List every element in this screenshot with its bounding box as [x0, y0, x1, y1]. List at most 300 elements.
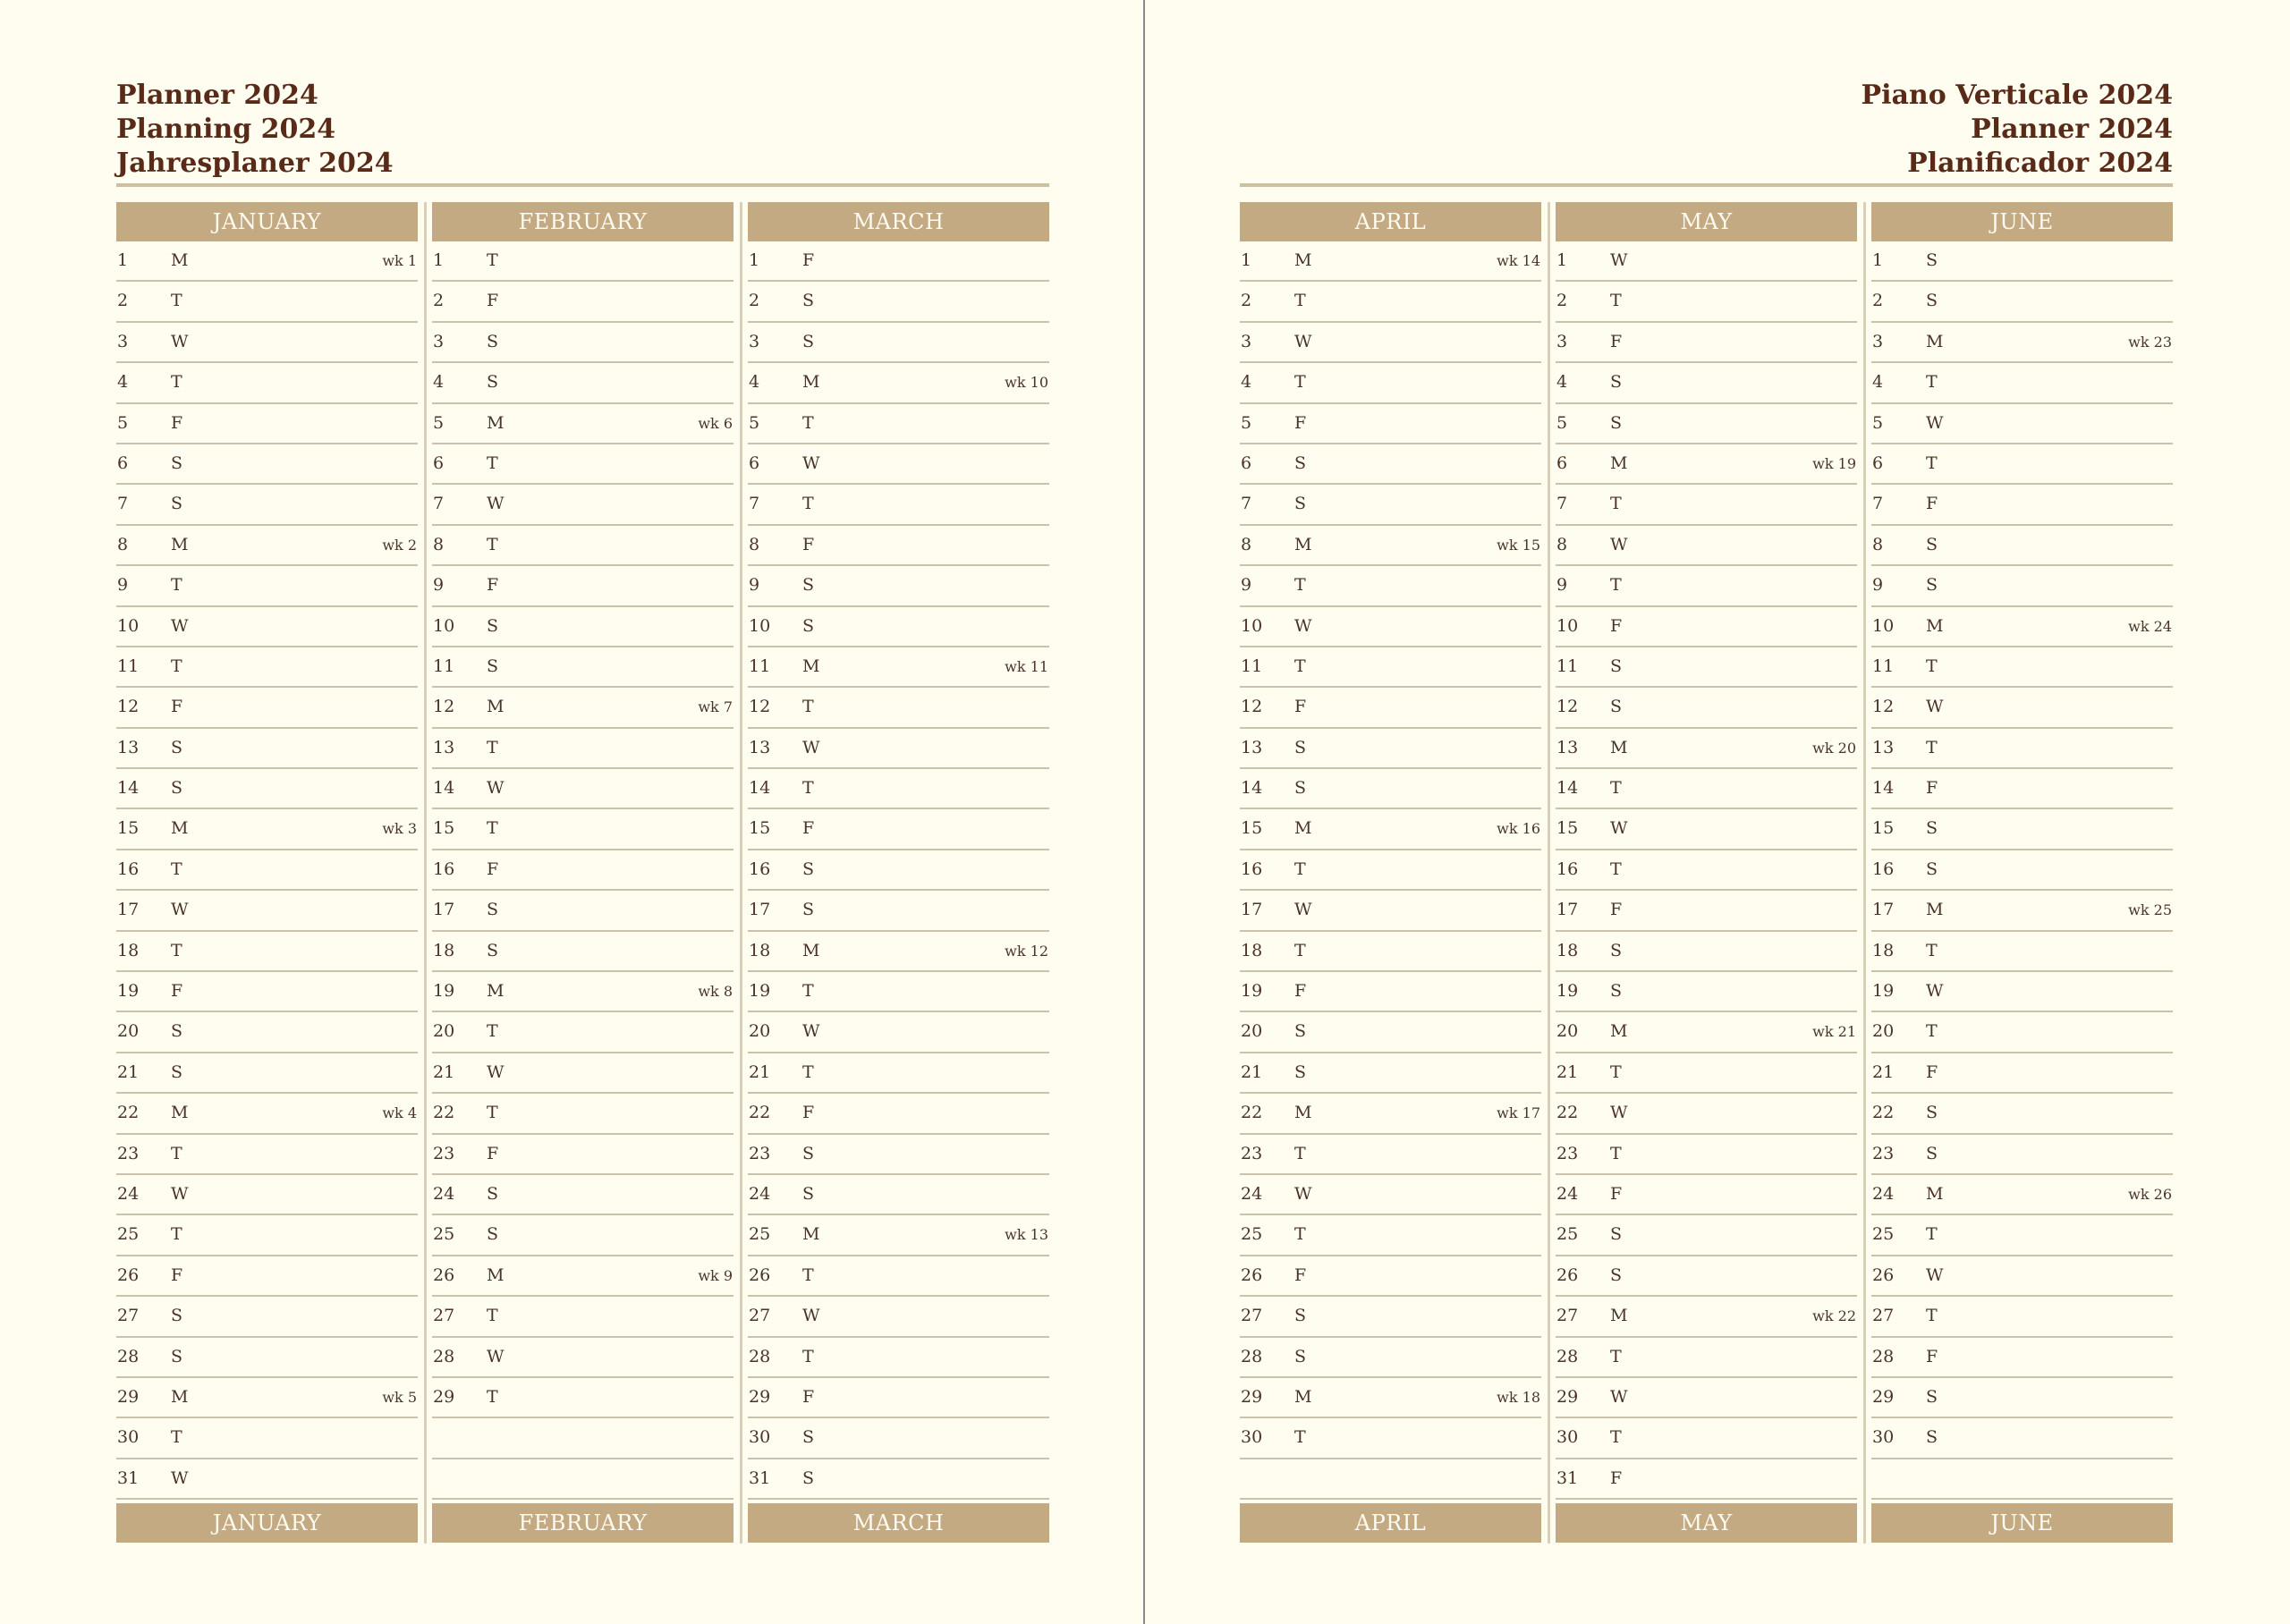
day-number: 29: [749, 1386, 771, 1407]
day-row: [1556, 526, 1857, 566]
weekday-letter: M: [1294, 1103, 1312, 1123]
day-number: 1: [117, 250, 129, 270]
weekday-letter: S: [802, 615, 815, 636]
day-number: 18: [117, 940, 140, 960]
weekday-letter: M: [1610, 1021, 1628, 1042]
day-number: 17: [433, 900, 455, 920]
day-number: 22: [1241, 1103, 1263, 1123]
day-number: 9: [1556, 575, 1568, 596]
weekday-letter: T: [1610, 1346, 1622, 1366]
weekday-letter: T: [1610, 1427, 1622, 1448]
day-number: 14: [433, 778, 455, 799]
day-row: [1871, 891, 2173, 931]
day-row: [1556, 932, 1857, 972]
week-number: wk 14: [1497, 252, 1540, 269]
day-row: [748, 932, 1049, 972]
week-number: wk 11: [1005, 657, 1048, 675]
day-row: [116, 241, 418, 282]
day-number: 2: [1872, 291, 1884, 311]
day-row: [432, 688, 734, 728]
weekday-letter: S: [1926, 250, 1938, 270]
day-row: [748, 1338, 1049, 1378]
day-number: 27: [1556, 1306, 1579, 1326]
left-title-2: Planning 2024: [116, 114, 336, 145]
day-number: 18: [1556, 940, 1579, 960]
weekday-letter: F: [1610, 900, 1623, 920]
weekday-letter: F: [171, 1265, 183, 1285]
week-number: wk 12: [1005, 942, 1048, 960]
weekday-letter: T: [487, 250, 498, 270]
weekday-letter: F: [1294, 412, 1307, 433]
day-number: 15: [749, 818, 771, 839]
day-number: 18: [1872, 940, 1895, 960]
weekday-letter: S: [802, 859, 815, 879]
week-number: wk 2: [382, 536, 417, 554]
week-number: wk 23: [2128, 333, 2172, 351]
week-number: wk 20: [1812, 739, 1856, 757]
day-row: [1871, 1338, 2173, 1378]
day-row: [1871, 1256, 2173, 1297]
day-row: [1871, 323, 2173, 363]
month-footer: JUNE: [1871, 1503, 2173, 1543]
day-number: 21: [749, 1062, 771, 1082]
day-number: 4: [433, 372, 445, 393]
day-number: 9: [1241, 575, 1252, 596]
day-row: [116, 1459, 418, 1500]
day-row: [1871, 526, 2173, 566]
day-number: 7: [1872, 494, 1884, 514]
weekday-letter: W: [1610, 534, 1628, 554]
day-row: [1871, 607, 2173, 647]
day-number: 27: [749, 1306, 771, 1326]
weekday-letter: T: [802, 412, 814, 433]
day-number: 8: [1556, 534, 1568, 554]
week-number: wk 22: [1812, 1307, 1856, 1325]
month-column-april: [1240, 202, 1541, 1544]
day-row: [748, 1012, 1049, 1053]
right-title-3: Planificador 2024: [1907, 148, 2173, 179]
week-number: wk 4: [382, 1104, 417, 1122]
weekday-letter: W: [171, 615, 189, 636]
day-row: [116, 404, 418, 444]
day-number: 28: [433, 1346, 455, 1366]
weekday-letter: T: [1926, 1306, 1938, 1326]
day-row: [1871, 1135, 2173, 1175]
day-number: 1: [433, 250, 445, 270]
weekday-letter: W: [1926, 981, 1944, 1002]
weekday-letter: S: [1926, 1427, 1938, 1448]
weekday-letter: T: [487, 453, 498, 473]
day-row: [432, 932, 734, 972]
day-row: [1871, 282, 2173, 322]
day-row: [1240, 1338, 1541, 1378]
day-number: 10: [749, 615, 771, 636]
day-row: [116, 323, 418, 363]
day-number: 9: [433, 575, 445, 596]
weekday-letter: F: [1294, 981, 1307, 1002]
week-number: wk 26: [2128, 1185, 2172, 1203]
day-row: [1240, 444, 1541, 485]
day-number: 26: [117, 1265, 140, 1285]
day-number: 7: [1556, 494, 1568, 514]
weekday-letter: W: [171, 900, 189, 920]
day-row: [432, 1135, 734, 1175]
day-number: 1: [1556, 250, 1568, 270]
day-row: [1871, 1175, 2173, 1215]
weekday-letter: S: [1926, 818, 1938, 839]
day-number: 17: [1241, 900, 1263, 920]
weekday-letter: S: [1926, 575, 1938, 596]
day-number: 5: [117, 412, 129, 433]
day-number: 15: [433, 818, 455, 839]
week-number: wk 16: [1497, 820, 1540, 838]
weekday-letter: T: [487, 534, 498, 554]
day-number: 24: [1872, 1183, 1895, 1204]
day-number: 2: [1241, 291, 1252, 311]
weekday-letter: F: [1926, 778, 1938, 799]
day-row: [748, 404, 1049, 444]
day-number: 16: [433, 859, 455, 879]
left-page: [116, 0, 1049, 1624]
day-number: 21: [1241, 1062, 1263, 1082]
day-number: 20: [749, 1021, 771, 1042]
day-number: 3: [1556, 331, 1568, 351]
day-row: [1871, 688, 2173, 728]
weekday-letter: S: [487, 900, 499, 920]
day-row: [1871, 363, 2173, 403]
weekday-letter: S: [1610, 372, 1623, 393]
day-number: 24: [117, 1183, 140, 1204]
weekday-letter: F: [171, 412, 183, 433]
day-row: [748, 1053, 1049, 1094]
day-row: [1871, 444, 2173, 485]
day-row: [748, 1135, 1049, 1175]
weekday-letter: T: [802, 778, 814, 799]
day-row: [748, 850, 1049, 891]
week-number: wk 8: [698, 983, 733, 1001]
weekday-letter: F: [1610, 331, 1623, 351]
day-number: 19: [1241, 981, 1263, 1002]
day-number: 2: [117, 291, 129, 311]
weekday-letter: M: [1610, 1306, 1628, 1326]
day-row: [1240, 566, 1541, 606]
day-number: 26: [1872, 1265, 1895, 1285]
day-number: 12: [433, 697, 455, 717]
day-number: 30: [117, 1427, 140, 1448]
day-number: 24: [1556, 1183, 1579, 1204]
day-row: [748, 444, 1049, 485]
weekday-letter: T: [1610, 1143, 1622, 1163]
weekday-letter: M: [171, 250, 189, 270]
weekday-letter: S: [802, 291, 815, 311]
month-header: JANUARY: [116, 202, 418, 241]
day-number: 8: [1872, 534, 1884, 554]
day-row: [748, 809, 1049, 850]
day-number: 12: [1556, 697, 1579, 717]
weekday-letter: M: [171, 1386, 189, 1407]
weekday-letter: W: [802, 1306, 820, 1326]
weekday-letter: T: [802, 1346, 814, 1366]
day-row: [1871, 1378, 2173, 1418]
weekday-letter: W: [1294, 331, 1312, 351]
day-number: 5: [749, 412, 760, 433]
day-number: 19: [1556, 981, 1579, 1002]
right-page: [1240, 0, 2173, 1624]
day-number: 23: [1872, 1143, 1895, 1163]
month-footer: JANUARY: [116, 1503, 418, 1543]
day-number: 30: [1241, 1427, 1263, 1448]
day-row: [1240, 1215, 1541, 1256]
day-number: 10: [1872, 615, 1895, 636]
weekday-letter: S: [1610, 940, 1623, 960]
weekday-letter: T: [1610, 291, 1622, 311]
column-separator: [1548, 202, 1550, 1544]
weekday-letter: F: [171, 697, 183, 717]
day-row: [432, 1175, 734, 1215]
day-number: 3: [433, 331, 445, 351]
day-row: [1871, 1012, 2173, 1053]
weekday-letter: T: [171, 1427, 182, 1448]
day-number: 9: [1872, 575, 1884, 596]
day-row: [748, 1256, 1049, 1297]
day-row: [432, 1459, 734, 1500]
weekday-letter: T: [1294, 1143, 1306, 1163]
weekday-letter: W: [1294, 900, 1312, 920]
day-row: [1556, 1256, 1857, 1297]
column-separator: [424, 202, 427, 1544]
week-number: wk 25: [2128, 901, 2172, 919]
day-number: 11: [749, 656, 771, 676]
day-number: 29: [1556, 1386, 1579, 1407]
day-row: [116, 891, 418, 931]
day-row: [1556, 972, 1857, 1012]
day-number: 11: [1556, 656, 1579, 676]
day-number: 23: [749, 1143, 771, 1163]
weekday-letter: M: [802, 940, 820, 960]
day-row: [1240, 241, 1541, 282]
day-number: 15: [1872, 818, 1895, 839]
day-number: 20: [1872, 1021, 1895, 1042]
weekday-letter: T: [487, 1386, 498, 1407]
weekday-letter: S: [1926, 1103, 1938, 1123]
day-number: 25: [433, 1224, 455, 1245]
weekday-letter: S: [1294, 453, 1307, 473]
day-number: 10: [117, 615, 140, 636]
weekday-letter: S: [171, 494, 183, 514]
month-header: FEBRUARY: [432, 202, 734, 241]
weekday-letter: W: [1926, 1265, 1944, 1285]
day-number: 24: [433, 1183, 455, 1204]
day-row: [1240, 1459, 1541, 1500]
day-row: [748, 729, 1049, 769]
weekday-letter: M: [1926, 331, 1944, 351]
weekday-letter: W: [171, 1468, 189, 1488]
day-row: [1240, 891, 1541, 931]
weekday-letter: M: [1294, 1386, 1312, 1407]
day-row: [116, 932, 418, 972]
day-row: [432, 972, 734, 1012]
day-row: [1871, 1297, 2173, 1337]
day-number: 20: [1241, 1021, 1263, 1042]
day-number: 14: [1872, 778, 1895, 799]
day-row: [116, 1418, 418, 1459]
day-number: 22: [433, 1103, 455, 1123]
day-number: 31: [117, 1468, 140, 1488]
day-row: [1556, 1175, 1857, 1215]
day-number: 7: [433, 494, 445, 514]
day-row: [1240, 769, 1541, 809]
day-row: [432, 1094, 734, 1134]
weekday-letter: M: [487, 1265, 505, 1285]
day-number: 25: [1872, 1224, 1895, 1245]
day-row: [432, 526, 734, 566]
day-number: 17: [1556, 900, 1579, 920]
weekday-letter: S: [1610, 1224, 1623, 1245]
weekday-letter: F: [487, 1143, 499, 1163]
day-row: [748, 1418, 1049, 1459]
day-row: [748, 769, 1049, 809]
day-row: [432, 1378, 734, 1418]
weekday-letter: S: [802, 1183, 815, 1204]
weekday-letter: T: [802, 494, 814, 514]
weekday-letter: T: [171, 291, 182, 311]
month-column-may: [1556, 202, 1857, 1544]
weekday-letter: S: [1294, 778, 1307, 799]
day-number: 28: [749, 1346, 771, 1366]
day-row: [116, 1378, 418, 1418]
weekday-letter: T: [802, 1265, 814, 1285]
day-row: [1556, 1297, 1857, 1337]
weekday-letter: T: [1926, 940, 1938, 960]
weekday-letter: W: [1610, 1103, 1628, 1123]
day-row: [432, 1215, 734, 1256]
day-number: 19: [1872, 981, 1895, 1002]
weekday-letter: W: [171, 1183, 189, 1204]
day-number: 1: [749, 250, 760, 270]
weekday-letter: F: [1610, 1468, 1623, 1488]
day-row: [116, 729, 418, 769]
weekday-letter: M: [1926, 900, 1944, 920]
day-row: [116, 1012, 418, 1053]
day-number: 13: [1556, 737, 1579, 757]
day-number: 3: [1241, 331, 1252, 351]
day-row: [116, 1135, 418, 1175]
right-title-1: Piano Verticale 2024: [1861, 80, 2173, 111]
month-column-february: [432, 202, 734, 1544]
day-number: 21: [1556, 1062, 1579, 1082]
day-number: 30: [749, 1427, 771, 1448]
day-row: [1556, 1418, 1857, 1459]
week-number: wk 24: [2128, 617, 2172, 635]
day-number: 25: [749, 1224, 771, 1245]
day-row: [1871, 404, 2173, 444]
right-title-2: Planner 2024: [1971, 114, 2173, 145]
weekday-letter: S: [171, 1062, 183, 1082]
day-row: [1240, 972, 1541, 1012]
day-number: 7: [1241, 494, 1252, 514]
day-number: 5: [1872, 412, 1884, 433]
day-row: [1556, 404, 1857, 444]
day-row: [116, 647, 418, 688]
weekday-letter: M: [487, 412, 505, 433]
week-number: wk 18: [1497, 1388, 1540, 1406]
day-row: [1556, 1012, 1857, 1053]
day-number: 4: [1556, 372, 1568, 393]
weekday-letter: F: [802, 1103, 815, 1123]
day-number: 11: [1241, 656, 1263, 676]
day-number: 17: [1872, 900, 1895, 920]
day-number: 25: [1241, 1224, 1263, 1245]
day-number: 5: [433, 412, 445, 433]
weekday-letter: W: [1294, 1183, 1312, 1204]
day-row: [432, 485, 734, 525]
month-column-january: [116, 202, 418, 1544]
day-number: 3: [117, 331, 129, 351]
day-number: 22: [117, 1103, 140, 1123]
day-number: 14: [749, 778, 771, 799]
day-number: 12: [117, 697, 140, 717]
month-column-march: [748, 202, 1049, 1544]
weekday-letter: T: [1926, 737, 1938, 757]
day-row: [748, 972, 1049, 1012]
weekday-letter: T: [1294, 1427, 1306, 1448]
month-header: MAY: [1556, 202, 1857, 241]
day-row: [1556, 363, 1857, 403]
day-number: 13: [117, 737, 140, 757]
day-row: [1240, 607, 1541, 647]
week-number: wk 10: [1005, 374, 1048, 392]
weekday-letter: T: [487, 1021, 498, 1042]
day-row: [1240, 688, 1541, 728]
weekday-letter: T: [802, 697, 814, 717]
weekday-letter: F: [802, 250, 815, 270]
day-number: 29: [1241, 1386, 1263, 1407]
day-row: [116, 972, 418, 1012]
day-number: 17: [749, 900, 771, 920]
weekday-letter: M: [802, 372, 820, 393]
weekday-letter: T: [487, 1306, 498, 1326]
day-number: 2: [433, 291, 445, 311]
weekday-letter: S: [802, 1468, 815, 1488]
day-row: [1556, 1135, 1857, 1175]
day-number: 11: [1872, 656, 1895, 676]
weekday-letter: T: [171, 656, 182, 676]
weekday-letter: M: [1926, 1183, 1944, 1204]
day-row: [1871, 1094, 2173, 1134]
weekday-letter: T: [487, 1103, 498, 1123]
day-row: [1240, 1053, 1541, 1094]
day-row: [432, 647, 734, 688]
weekday-letter: F: [487, 291, 499, 311]
day-number: 13: [1241, 737, 1263, 757]
day-row: [432, 1053, 734, 1094]
day-number: 28: [1556, 1346, 1579, 1366]
month-header: MARCH: [748, 202, 1049, 241]
day-row: [116, 1338, 418, 1378]
weekday-letter: F: [487, 575, 499, 596]
day-row: [116, 526, 418, 566]
week-number: wk 9: [698, 1266, 733, 1284]
day-row: [432, 444, 734, 485]
day-row: [748, 282, 1049, 322]
month-footer: MARCH: [748, 1503, 1049, 1543]
day-row: [748, 1459, 1049, 1500]
day-number: 27: [433, 1306, 455, 1326]
day-row: [1871, 729, 2173, 769]
day-row: [1240, 526, 1541, 566]
weekday-letter: S: [1294, 1346, 1307, 1366]
weekday-letter: T: [802, 1062, 814, 1082]
